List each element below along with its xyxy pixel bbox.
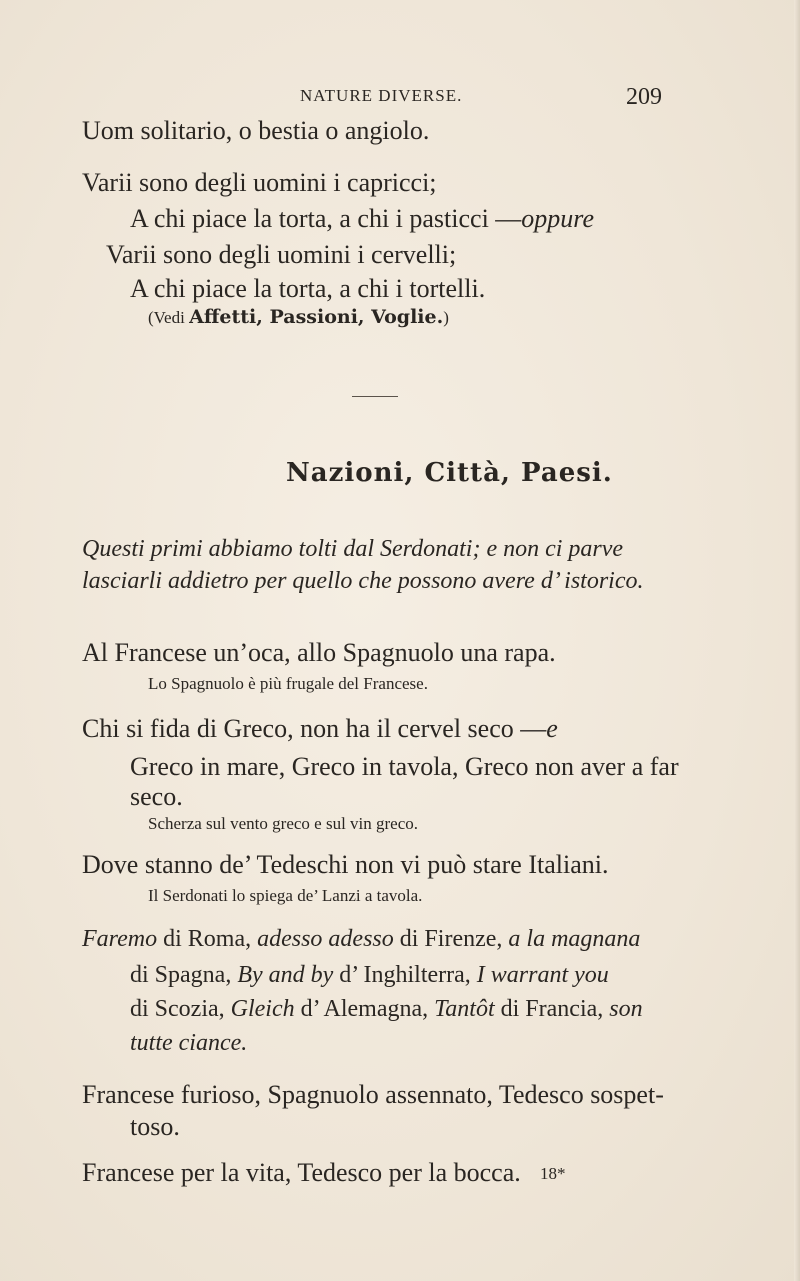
cross-reference-prefix: (Vedi bbox=[148, 308, 185, 327]
entry-varii-oppure: oppure bbox=[521, 204, 594, 233]
entry-varii-line-3: Varii sono degli uomini i cervelli; bbox=[106, 240, 457, 269]
proverb-2-e: e bbox=[546, 714, 558, 743]
section-intro-line-2: lasciarli addietro per quello che possono avere d’ istorico. bbox=[82, 568, 644, 594]
proverb-3: Dove stanno de’ Tedeschi non vi può stare Italiani. bbox=[82, 850, 609, 879]
cross-reference-suffix: ) bbox=[443, 308, 449, 327]
proverb-4-line-2 bbox=[130, 962, 609, 989]
entry-varii-line-2-text: A chi piace la torta, a chi i pasticci — bbox=[130, 204, 522, 233]
proverb-4-alemagna: d’ Alemagna, bbox=[294, 996, 435, 1022]
proverb-4-by-and-by: By and by bbox=[237, 962, 334, 988]
proverb-4-tantot: Tantôt bbox=[434, 996, 495, 1022]
proverb-4-faremo: Faremo bbox=[82, 926, 158, 952]
proverb-4-warrant: I warrant you bbox=[476, 962, 609, 988]
entry-uom: Uom solitario, o bestia o angiolo. bbox=[82, 116, 430, 145]
proverb-4-inghilterra: d’ Inghilterra, bbox=[333, 962, 477, 988]
running-head: NATURE DIVERSE. bbox=[300, 86, 463, 105]
proverb-5-line-2: toso. bbox=[130, 1112, 180, 1141]
cross-reference bbox=[148, 306, 449, 328]
proverb-3-note: Il Serdonati lo spiega de’ Lanzi a tavola. bbox=[148, 886, 423, 905]
proverb-4-line-4: tutte ciance. bbox=[130, 1030, 248, 1056]
proverb-4-di-spagna: di Spagna, bbox=[130, 962, 238, 988]
proverb-4-son: son bbox=[609, 996, 643, 1022]
proverb-4-di-roma: di Roma, bbox=[157, 926, 258, 952]
proverb-4-line-1 bbox=[82, 926, 640, 953]
proverb-4-line-3 bbox=[130, 996, 643, 1023]
proverb-2-line-2: Greco in mare, Greco in tavola, Greco non aver a far bbox=[130, 752, 679, 781]
entry-varii-line-2 bbox=[130, 204, 594, 234]
page-edge bbox=[794, 0, 800, 1281]
cross-reference-topics: Affetti, Passioni, Voglie. bbox=[189, 306, 444, 328]
proverb-1-note: Lo Spagnuolo è più frugale del Francese. bbox=[148, 674, 428, 693]
proverb-2-line-1-text: Chi si fida di Greco, non ha il cervel seco — bbox=[82, 714, 547, 743]
proverb-2-note: Scherza sul vento greco e sul vin greco. bbox=[148, 814, 419, 833]
proverb-2-line-3: seco. bbox=[130, 782, 183, 811]
proverb-4-di-scozia: di Scozia, bbox=[130, 996, 231, 1022]
proverb-4-magnana: a la magnana bbox=[508, 926, 641, 952]
section-divider bbox=[352, 396, 398, 397]
entry-varii-line-4: A chi piace la torta, a chi i tortelli. bbox=[130, 274, 486, 303]
proverb-4-di-francia: di Francia, bbox=[494, 996, 610, 1022]
entry-varii-line-1: Varii sono degli uomini i capricci; bbox=[82, 168, 437, 197]
page-number: 209 bbox=[626, 84, 662, 110]
proverb-4-di-firenze: di Firenze, bbox=[393, 926, 509, 952]
proverb-4-adesso: adesso adesso bbox=[257, 926, 394, 952]
proverb-1: Al Francese un’oca, allo Spagnuolo una rapa. bbox=[82, 638, 556, 667]
signature-mark: 18* bbox=[540, 1164, 566, 1183]
section-title: Nazioni, Città, Paesi. bbox=[286, 458, 613, 488]
proverb-6: Francese per la vita, Tedesco per la bocca. bbox=[82, 1158, 521, 1187]
proverb-4-gleich: Gleich bbox=[230, 996, 295, 1022]
proverb-2-line-1 bbox=[82, 714, 558, 744]
section-intro-line-1: Questi primi abbiamo tolti dal Serdonati; e non ci parve bbox=[82, 536, 624, 562]
proverb-5-line-1: Francese furioso, Spagnuolo assennato, Tedesco sospet- bbox=[82, 1080, 664, 1109]
